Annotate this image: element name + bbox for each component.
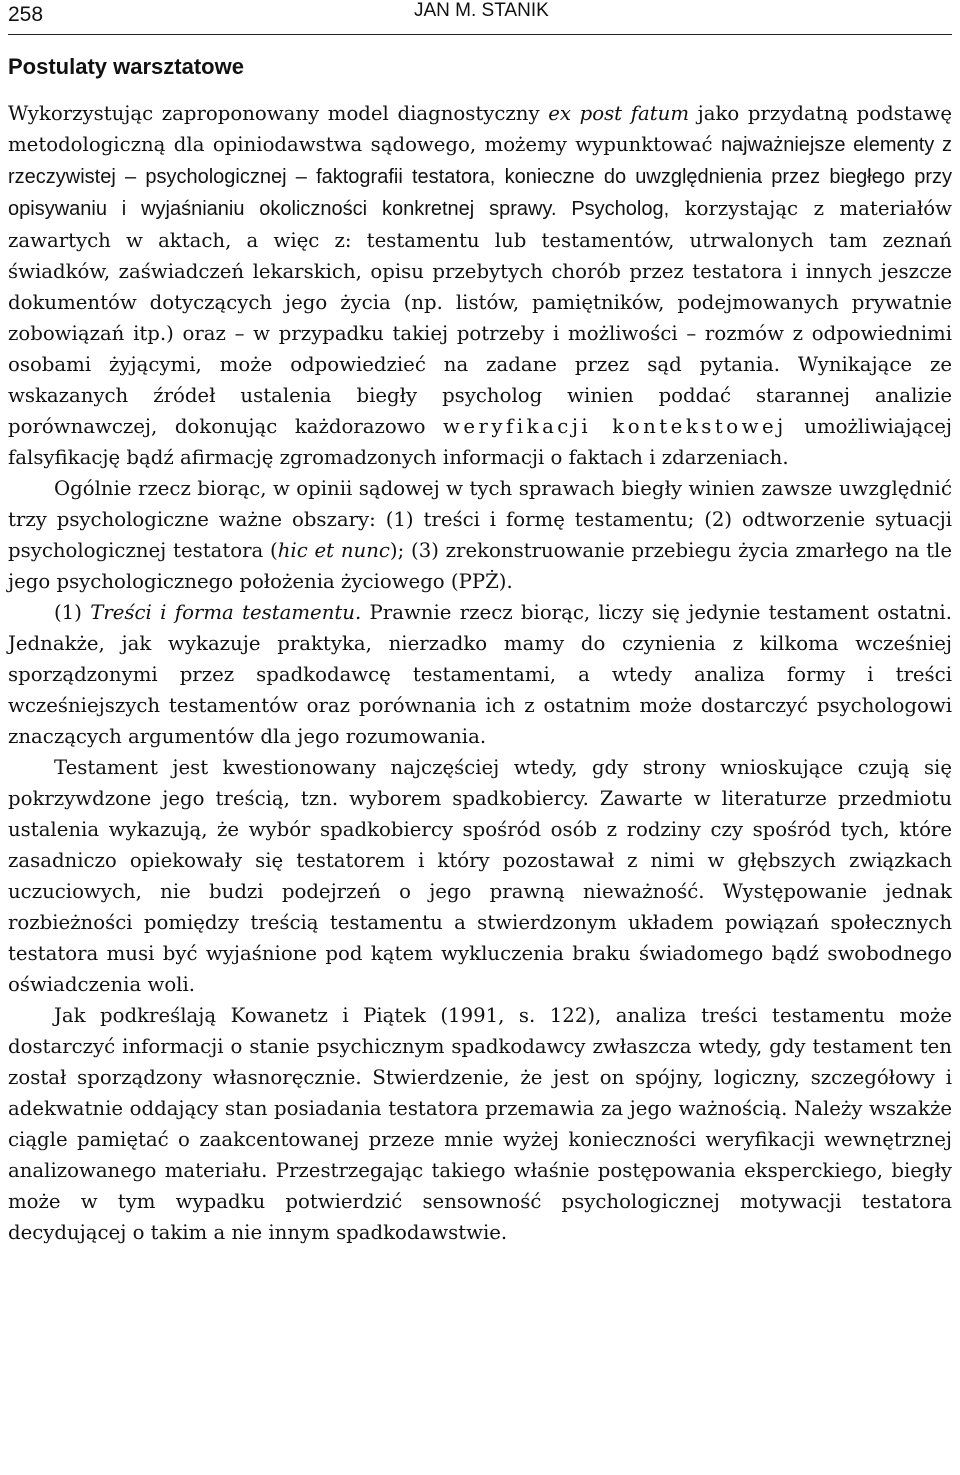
spaced-emphasis: weryfikacji kontekstowej bbox=[443, 415, 787, 438]
running-header bbox=[8, 0, 952, 35]
text-run: Wykorzystując zaproponowany model diagnostyczny bbox=[8, 102, 549, 125]
section-heading: Postulaty warsztatowe bbox=[8, 54, 244, 79]
page-number: 258 bbox=[8, 3, 44, 26]
running-author: JAN M. STANIK bbox=[414, 0, 549, 21]
body-text bbox=[8, 98, 952, 1248]
paragraph-3 bbox=[8, 597, 952, 752]
text-run: korzystając z materiałów zawartych w aktach, a więc z: testamentu lub testamentów, utrwalonych tam zeznań świadków, zaświadczeń lekarskich, opisu przebytych chorób przez testatora i innych jeszcze dokumentów dotyczących jego życia (np. listów, pamiętników, podejmowanych prywatnie zobowiązań itp.) oraz – w przypadku takiej potrzeby i możliwości – rozmów z odpowiednimi osobami żyjącymi, może odpowiedzieć na zadane przez sąd pytania. Wynikające ze wskazanych źródeł ustalenia biegły psycholog winien poddać starannej analizie porównawczej, dokonując każdorazowo bbox=[8, 197, 952, 438]
text-run: ); (3) zrekonstruowanie przebiegu życia zmarłego na tle jego psychologicznego położenia życiowego (PPŻ). bbox=[8, 539, 952, 593]
text-run: jako przydatną podstawę metodologiczną dla opiniodawstwa sądowego, możemy wypunktować bbox=[8, 102, 952, 156]
text-run-sans: najważniejsze elementy z rzeczywistej – psychologicznej – faktografii testatora, konieczne do uwzględnienia przez biegłego przy opisywaniu i wyjaśnianiu okoliczności konkretnej sprawy. Psycholog, bbox=[8, 134, 953, 220]
text-run: Ogólnie rzecz biorąc, w opinii sądowej w tych sprawach biegły winien zawsze uwzględnić trzy psychologiczne ważne obszary: (1) treści i formę testamentu; (2) odtworzenie sytuacji psychologicznej testatora ( bbox=[8, 477, 952, 562]
text-run: (1) bbox=[54, 601, 91, 624]
paragraph-4: Testament jest kwestionowany najczęściej wtedy, gdy strony wnioskujące czują się pokrzywdzone jego treścią, tzn. wyborem spadkobiercy. Zawarte w literaturze przedmiotu ustalenia wykazują, że wybór spadkobiercy spośród osób z rodziny czy spośród tych, które zasadniczo opiekowały się testatorem i który pozostawał z nimi w głębszych związkach uczuciowych, nie budzi podejrzeń o jego prawną nieważność. Występowanie jednak rozbieżności pomiędzy treścią testamentu a stwierdzonym układem powiązań społecznych testatora musi być wyjaśnione pod kątem wykluczenia braku świadomego bądź swobodnego oświadczenia woli. bbox=[8, 756, 952, 996]
text-run: umożliwiającej falsyfikację bądź afirmację zgromadzonych informacji o faktach i zdarzeniach. bbox=[8, 415, 952, 469]
paragraph-1 bbox=[8, 98, 952, 473]
italic-term: ex post fatum bbox=[548, 102, 689, 125]
italic-term: hic et nunc bbox=[277, 539, 390, 562]
paragraph-5: Jak podkreślają Kowanetz i Piątek (1991, s. 122), analiza treści testamentu może dostarczyć informacji o stanie psychicznym spadkodawcy zwłaszcza wtedy, gdy testament ten został sporządzony własnoręcznie. Stwierdzenie, że jest on spójny, logiczny, szczegółowy i adekwatnie oddający stan posiadania testatora przemawia za jego ważnością. Należy wszakże ciągle pamiętać o zaakcentowanej przeze mnie wyżej konieczności weryfikacji wewnętrznej analizowanego materiału. Przestrzegając takiego właśnie postępowania eksperckiego, biegły może w tym wypadku potwierdzić sensowność psychologicznej motywacji testatora decydującej o takim a nie innym spadkodawstwie. bbox=[8, 1004, 952, 1244]
italic-subheading: Treści i forma testamentu. bbox=[90, 601, 362, 624]
text-run: Prawnie rzecz biorąc, liczy się jedynie testament ostatni. Jednakże, jak wykazuje praktyka, nierzadko mamy do czynienia z kilkoma wcześniej sporządzonymi przez spadkodawcę testamentami, a wtedy analiza formy i treści wcześniejszych testamentów oraz porównania ich z ostatnim może dostarczyć psychologowi znaczących argumentów dla jego rozumowania. bbox=[8, 601, 952, 748]
document-page bbox=[8, 0, 952, 1248]
paragraph-2 bbox=[8, 473, 952, 597]
